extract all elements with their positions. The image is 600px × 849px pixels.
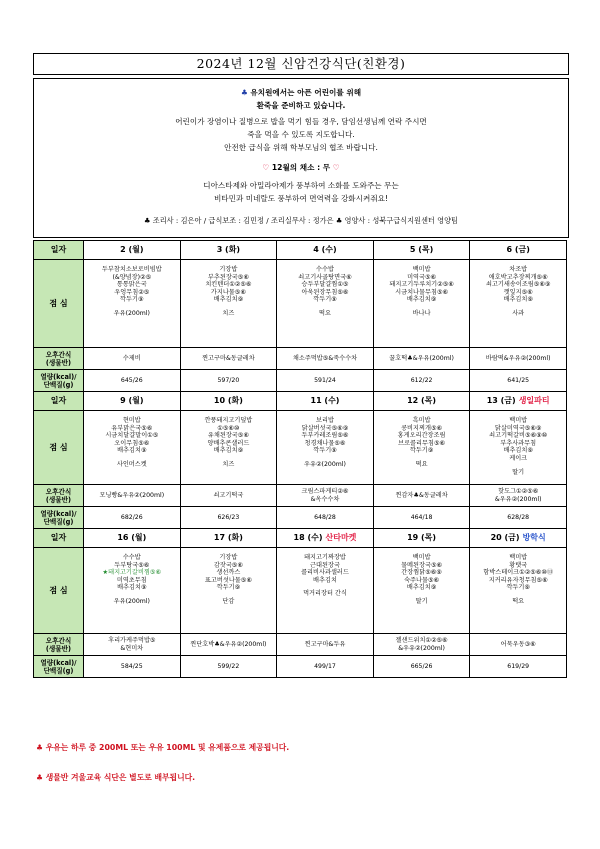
menu-item: 배추김치 [313,576,337,584]
menu-item: 통통맑은국 [116,281,147,289]
extra-item: 우유(200ml) [113,309,150,317]
extra-item: 우유(200ml) [113,597,150,605]
snack-item: &옥수수차 [310,495,340,503]
menu-item: 배추김치⑨ [117,584,147,592]
day-header [84,241,181,260]
menu-item: 시금치나물무침⑤⑥ [395,288,449,296]
day-header [277,529,374,548]
extra-item: 치즈 [222,460,235,468]
lunch-label: 점 심 [34,411,84,485]
menu-item: 콩비지찌개⑤⑥ [401,424,443,432]
menu-item: 지커리유자청무침⑤⑥ [488,576,548,584]
lunch-cell [373,260,470,348]
menu-item: 깍두기⑨ [313,447,337,455]
nutrition-cell: 597/20 [180,370,277,392]
menu-item: 두부참치소보로비빔밥 [101,266,162,273]
lunch-cell [277,548,374,634]
menu-item: 두부탕국⑤⑥ [114,561,150,569]
snack-label-line: 오후간식 [45,636,72,645]
snack-row [34,485,567,507]
menu-item: 쇠고기떡갈비⑤⑥⑨⑩ [489,432,548,440]
day-date: 3 (화) [216,245,241,254]
staff-info: ♣ 조리사 : 김은아 / 급식보조 : 김민정 / 조리실무사 : 정가은 ♣ 영양사 : 성북구급식지원센터 영양팀 [144,216,458,225]
menu-item: 백미밥 [509,554,528,561]
nutrition-cell: 682/26 [84,507,181,529]
notice-line-3: 어린이가 장염이나 질병으로 밥을 먹기 힘들 경우, 담임선생님께 연락 주시면 [175,117,427,126]
extra-item: 단감 [222,597,235,605]
extra-item: 떡요 [415,460,428,468]
snack-cell [277,634,374,656]
menu-item: 닭살버섯국⑤⑥⑨ [301,424,349,432]
snack-item: 젤샌드위치①②⑤⑥ [395,636,448,644]
day-date: 5 (목) [409,245,434,254]
menu-item: 돼지고기두루치기②⑤⑥ [389,281,454,289]
notice-line-5: 안전한 급식을 위해 학부모님의 협조 바랍니다. [224,143,378,152]
menu-item: 배추김치⑨ [503,447,533,455]
lunch-label: 점 심 [34,548,84,634]
lunch-cell [180,411,277,485]
date-row [34,241,567,260]
snack-cell [470,348,567,370]
snack-item: 찐단호박♣&우유②(200ml) [190,640,267,648]
nutrition-label-line: 열량(kcal)/ [40,658,77,667]
snack-item: 크림스파게티②⑥ [301,487,349,495]
menu-item: 부추된장국⑤⑥ [207,273,249,281]
menu-item: 승두부달걀찜①⑤ [301,281,349,289]
nutrition-label-line: 열량(kcal)/ [40,372,77,381]
menu-item: 배추김치⑨ [406,296,437,304]
menu-item: 홍게오리간장조림 [397,432,446,440]
day-date: 13 (금) [486,396,516,405]
menu-item: 유채된장국⑤⑥ [207,432,249,440]
lunch-cell [277,411,374,485]
extra-item: 바나나 [412,309,431,317]
snack-cell [180,634,277,656]
date-row [34,529,567,548]
day-header [470,241,567,260]
menu-item: 근대된장국 [310,561,340,569]
menu-item: 깍두기⑨ [313,296,337,304]
menu-item: 깍두기⑨ [409,447,434,455]
menu-item: 케이크 [509,454,528,462]
snack-cell [84,634,181,656]
menu-item: 브로콜리무침⑤⑥ [398,439,446,447]
day-header [84,529,181,548]
menu-item: 숙주나물⑤⑥ [404,576,440,584]
snack-cell [84,348,181,370]
snack-label [34,485,84,507]
menu-item: 표고버섯나물⑤⑥ [204,576,252,584]
nutrition-cell: 584/25 [84,656,181,678]
page-title: 2024년 12월 신암건강식단(친환경) [33,53,569,75]
menu-item: 배추김치⑨ [503,296,533,304]
day-date: 19 (목) [407,533,437,542]
day-date: 17 (화) [213,533,243,542]
snack-item: 핫도그①②⑤⑥ [498,487,539,495]
snack-label [34,634,84,656]
veg-title: ♡ 12월의 채소 : 무 ♡ [262,163,340,172]
day-date: 2 (월) [120,245,144,254]
footnote-milk: ♣ 우유는 하루 중 200ML 또는 우유 100ML 및 유제품으로 제공됩니다. [36,743,290,752]
lunch-cell [373,548,470,634]
lunch-cell [84,260,181,348]
day-date: 10 (화) [213,396,243,405]
menu-item: 깍두기⑨ [506,584,530,592]
snack-label-line: (생물반) [45,358,72,367]
snack-item: 채소주먹밥⑤&죽수수차 [292,354,358,362]
snack-cell [470,485,567,507]
veg-line-2: 비타민과 미네랄도 풍부하여 면역력을 강화시켜줘요! [213,194,389,203]
nutrition-cell: 665/26 [373,656,470,678]
snack-cell [277,348,374,370]
nutrition-label-line: 열량(kcal)/ [40,509,77,518]
menu-item: 수수밥 [122,554,141,561]
date-label: 일자 [34,241,84,260]
extra-item: 사과 [512,309,525,317]
snack-cell [373,348,470,370]
menu-item: 깍두기⑨ [120,296,144,304]
day-header [180,241,277,260]
lunch-cell [84,411,181,485]
extra-item: 딸기 [512,468,525,476]
snack-item: 후리가케주먹밥⑤ [108,636,156,644]
snack-cell [373,485,470,507]
day-header [180,529,277,548]
nutrition-label [34,507,84,529]
heart-icon: ♡ [262,163,270,172]
extra-item: 치즈 [222,309,235,317]
day-event: 방학식 [522,533,546,542]
menu-item: 우엉무침②⑤ [114,288,150,296]
day-date: 11 (수) [310,396,340,405]
lunch-cell [470,260,567,348]
menu-item: 미역초무침 [116,576,147,584]
day-header [373,529,470,548]
menu-item: 흑미밥 [412,417,431,424]
lunch-cell [470,411,567,485]
day-header [470,529,567,548]
menu-item: 쇠고기사골탕면국⑥ [298,273,352,281]
menu-item: 배추김치⑨ [406,584,437,592]
menu-item: 기장밥 [219,554,238,561]
menu-item: 양배추콘샐러드 [207,439,250,447]
day-header [277,241,374,260]
extra-item: 먹거리장터 간식 [303,590,347,598]
menu-item: 백미밥 [412,554,431,561]
veg-line-1: 디아스타제와 아밀라아제가 풍부하여 소화를 도와주는 무는 [203,181,399,190]
notice-box [33,78,569,238]
notice-line-4: 죽을 먹을 수 있도록 지도합니다. [247,130,355,139]
lunch-row [34,548,567,634]
menu-item: ★돼지고기갈비찜⑤⑥ [102,569,162,577]
lunch-row [34,260,567,348]
menu-item: 간장찜닭⑤⑥⑨ [401,569,442,577]
menu-item: 차조밥 [509,266,528,273]
lunch-cell [84,548,181,634]
menu-item: 백미밥 [412,266,431,273]
snack-cell [180,485,277,507]
nutrition-cell: 641/25 [470,370,567,392]
date-label: 일자 [34,529,84,548]
snack-item: 찐감자♣&동글레차 [395,491,448,499]
menu-item: 기장밥 [219,266,238,273]
menu-item: 애호박고추장찌개⑤⑥ [488,273,548,281]
snack-cell [373,634,470,656]
nutrition-cell: 599/22 [180,656,277,678]
snack-item: &우유②(200ml) [398,644,445,652]
snack-item: &현미차 [120,644,144,652]
nutrition-cell: 464/18 [373,507,470,529]
day-header [470,392,567,411]
menu-item: 백미밥 [509,417,528,424]
snack-row [34,634,567,656]
menu-item: 깻잎지⑤⑥ [503,288,533,296]
menu-item: 황탯국 [509,561,528,569]
nutrition-cell: 591/24 [277,370,374,392]
menu-item: 배추김치⑨ [213,447,244,455]
date-row [34,392,567,411]
day-header [373,241,470,260]
extra-item: 딸기 [415,597,428,605]
nutrition-label [34,656,84,678]
snack-row [34,348,567,370]
snack-cell [277,485,374,507]
snack-item: 찐고구마&동글레차 [202,354,255,362]
day-header [373,392,470,411]
nutrition-cell: 619/29 [470,656,567,678]
nutrition-label-line: 단백질(g) [43,517,74,526]
nutrition-row [34,656,567,678]
snack-item: 쇠고기떡국 [213,491,244,499]
snack-item: &우유②(200ml) [494,495,542,503]
menu-item: 부추사과무침 [500,439,537,447]
menu-item: 보리밥 [316,417,334,424]
day-event: 생일파티 [518,396,550,405]
lunch-cell [470,548,567,634]
snack-cell [180,348,277,370]
menu-item: (&양념장)②⑤ [112,273,152,281]
nutrition-cell: 499/17 [277,656,374,678]
menu-table [33,240,567,678]
lunch-label: 점 심 [34,260,84,348]
day-date: 16 (월) [117,533,147,542]
nutrition-cell: 628/28 [470,507,567,529]
snack-label [34,348,84,370]
snack-label-line: (생물반) [45,644,72,653]
menu-item: 닭살미역국⑤⑥⑨ [494,424,542,432]
day-date: 20 (금) [490,533,520,542]
menu-item: 미역국⑤⑥ [407,273,437,281]
nutrition-cell: 645/26 [84,370,181,392]
extra-item: 우유②(200ml) [304,460,346,468]
snack-item: 수제비 [122,354,141,362]
lunch-cell [373,411,470,485]
day-date: 18 (수) [293,533,323,542]
nutrition-label-line: 단백질(g) [43,380,74,389]
snack-item: 바람떡&우유②(200ml) [485,354,551,362]
notice-line-1: ♣ 유치원에서는 아픈 어린이를 위해 [240,88,362,97]
snack-item: 꿀호떡♣&우유(200ml) [389,354,454,362]
menu-item: ①⑤⑥⑩ [217,424,240,432]
day-date: 9 (월) [120,396,144,405]
club-icon: ♣ [240,88,248,97]
menu-item: 깍두기⑨ [216,584,241,592]
nutrition-label [34,370,84,392]
notice-line-2: 환죽을 준비하고 있습니다. [256,101,346,110]
snack-label-line: 오후간식 [45,487,72,496]
menu-item: 청경채나물⑤⑥ [304,439,346,447]
snack-label-line: (생물반) [45,495,72,504]
extra-item: 떡요 [512,597,525,605]
day-date: 12 (목) [407,396,437,405]
footnote-winter: ♣ 생물반 겨울교육 식단은 별도로 배부됩니다. [36,773,196,782]
extra-item: 사인머스켓 [116,460,147,468]
day-date: 4 (수) [313,245,337,254]
menu-item: 깐풍돼지고기덮밥 [204,417,253,424]
menu-item: 콜리비사과샐러드 [301,569,349,577]
snack-cell [84,485,181,507]
club-icon: ♣ [144,216,151,225]
heart-icon: ♡ [332,163,340,172]
menu-item: 시금치달걀말이①⑤ [105,432,159,440]
nutrition-row [34,507,567,529]
nutrition-cell: 626/23 [180,507,277,529]
menu-item: 돼지고기짜장밥 [304,554,346,561]
menu-item: 현미밥 [122,417,141,424]
snack-item: 어묵우동③⑥ [500,640,536,648]
day-date: 6 (금) [506,245,530,254]
lunch-cell [180,260,277,348]
day-event: 산타마켓 [325,533,357,542]
menu-item: 아욱된장무침⑤⑥ [301,288,349,296]
menu-item: 두부카레조림⑤⑥ [301,432,349,440]
menu-item: 수수밥 [316,266,334,273]
snack-label-line: 오후간식 [45,350,72,359]
snack-item: 찐고구마&두유 [304,640,346,648]
lunch-row [34,411,567,485]
menu-item: 물메된장국⑤⑥ [401,561,443,569]
menu-item: 유부맑은국⑤⑥ [111,424,153,432]
menu-item: 치킨텐더①②⑤⑥ [205,281,252,289]
day-header [180,392,277,411]
nutrition-row [34,370,567,392]
menu-item: 오이무침⑤⑥ [114,439,150,447]
nutrition-label-line: 단백질(g) [43,666,74,675]
extra-item: 떡요 [319,309,331,317]
nutrition-cell: 612/22 [373,370,470,392]
menu-item: 배추김치⑨ [213,296,244,304]
day-header [84,392,181,411]
menu-item: 감잣국⑤⑥ [213,561,243,569]
menu-item: 생선까스 [216,569,241,577]
date-label: 일자 [34,392,84,411]
nutrition-cell: 648/28 [277,507,374,529]
day-header [277,392,374,411]
menu-item: 쇠고기새송이조림⑤⑥⑨ [485,281,551,289]
snack-item: 모닝빵&우유②(200ml) [99,491,165,499]
lunch-cell [277,260,374,348]
snack-cell [470,634,567,656]
menu-item: 배추김치⑨ [117,447,147,455]
menu-item: 함박스테이크①②⑤⑥⑩⑬ [483,569,554,577]
lunch-cell [180,548,277,634]
menu-item: 가지나물⑤⑥ [210,288,246,296]
